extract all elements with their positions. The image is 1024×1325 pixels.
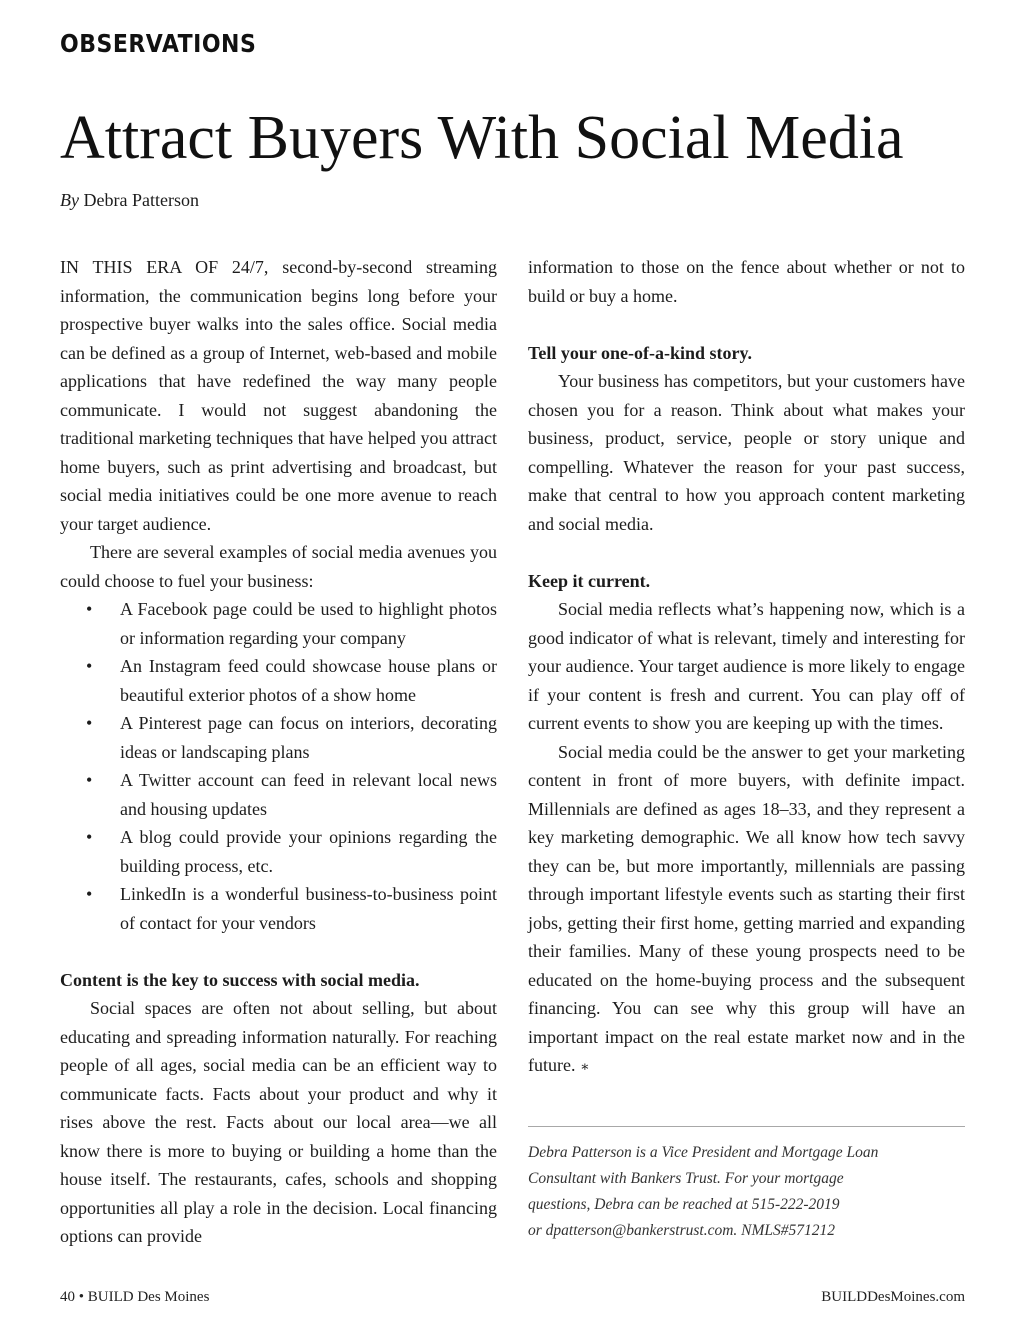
byline: [60, 188, 199, 212]
left-column: [60, 253, 497, 1251]
list-item-text: A blog could provide your opinions regarding the building process, etc.: [120, 827, 497, 876]
bio-line: questions, Debra can be reached at 515-222-2019: [528, 1196, 840, 1213]
story-paragraph: Your business has competitors, but your customers have chosen you for a reason. Think about what makes your business, product, service, people or story unique and compelling. Whatever the reason for your past success, make that central to how you approach content marketing and social media.: [528, 371, 965, 534]
spacer: [528, 538, 965, 567]
answer-paragraph: [528, 738, 965, 1083]
spacer: [528, 310, 965, 339]
bio-line: or dpatterson@bankerstrust.com. NMLS#571212: [528, 1222, 836, 1239]
list-item: [60, 823, 497, 880]
footer-left: [60, 1287, 209, 1307]
footer-website: BUILDDesMoines.com: [821, 1289, 965, 1305]
bullet-icon: •: [86, 884, 93, 904]
footer-separator: •: [78, 1289, 85, 1305]
spacer: [60, 937, 497, 966]
article-title: Attract Buyers With Social Media: [60, 104, 904, 172]
answer-text: Social media could be the answer to get your marketing content in front of more buyers, with definite impact. Millennials are defined as ages 18–33, and they represent a key marketing demographic. We all know how tech savvy they can be, but more importantly, millennials are passing through important lifestyle events such as starting their first jobs, getting their first home, getting married and expanding their families. Many of these young prospects need to be educated on the home-buying process and the subsequent financing. You can see why this group will have an important impact on the real estate market now and in the future.: [528, 741, 965, 1075]
social-media-examples-list: [60, 595, 497, 937]
list-item-text: An Instagram feed could showcase house plans or beautiful exterior photos of a show home: [120, 656, 497, 705]
list-item-text: A Twitter account can feed in relevant local news and housing updates: [120, 770, 497, 819]
current-paragraph: Social media reflects what’s happening now, which is a good indicator of what is relevant, timely and interesting for your audience. Your target audience is more likely to engage if your content is fresh and current. You can play off of current events to show you are keeping up with the times.: [528, 599, 965, 733]
current-heading: Keep it current.: [528, 570, 651, 591]
byline-author: Debra Patterson: [83, 190, 199, 210]
page-number: 40: [60, 1289, 75, 1305]
bio-divider: [528, 1126, 965, 1127]
bio-line: Debra Patterson is a Vice President and Mortgage Loan: [528, 1144, 879, 1161]
bullet-icon: •: [86, 599, 93, 619]
list-item: [60, 766, 497, 823]
end-mark-icon: ∗: [579, 1060, 590, 1075]
list-item-text: A Pinterest page can focus on interiors, decorating ideas or landscaping plans: [120, 713, 497, 762]
right-column: [528, 253, 965, 1083]
list-item: [60, 880, 497, 937]
bullet-icon: •: [86, 770, 93, 790]
story-heading: Tell your one-of-a-kind story.: [528, 342, 753, 363]
intro-paragraph: IN THIS ERA OF 24/7, second-by-second streaming information, the communication begins long before your prospective buyer walks into the sales office. Social media can be defined as a group of Internet, web-based and mobile applications that have redefined the way many people communicate. I would not suggest abandoning the traditional marketing techniques that have helped you attract home buyers, such as print advertising and broadcast, but social media initiatives could be one more avenue to reach your target audience.: [60, 257, 497, 534]
bullet-icon: •: [86, 713, 93, 733]
publication-name: BUILD Des Moines: [87, 1289, 210, 1305]
bio-line: Consultant with Bankers Trust. For your mortgage: [528, 1170, 844, 1187]
list-item-text: LinkedIn is a wonderful business-to-business point of contact for your vendors: [120, 884, 497, 933]
content-paragraph: Social spaces are often not about selling, but about educating and spreading information naturally. For reaching people of all ages, social media can be an efficient way to communicate facts. Facts about your product and why it rises above the rest. Facts about our local area—we all know there is more to buying or building a home than the house itself. The restaurants, cafes, schools and shopping opportunities all play a role in the decision. Local financing options can provide: [60, 998, 497, 1246]
byline-prefix: By: [60, 190, 79, 210]
section-label: OBSERVATIONS: [60, 30, 257, 59]
list-item: [60, 652, 497, 709]
list-item: [60, 709, 497, 766]
content-heading: Content is the key to success with social media.: [60, 969, 420, 990]
author-bio: [528, 1140, 968, 1244]
bullet-icon: •: [86, 827, 93, 847]
examples-intro-paragraph: There are several examples of social media avenues you could choose to fuel your business:: [60, 542, 497, 591]
list-item: [60, 595, 497, 652]
continuation-paragraph: information to those on the fence about whether or not to build or buy a home.: [528, 257, 965, 306]
list-item-text: A Facebook page could be used to highlight photos or information regarding your company: [120, 599, 497, 648]
bullet-icon: •: [86, 656, 93, 676]
